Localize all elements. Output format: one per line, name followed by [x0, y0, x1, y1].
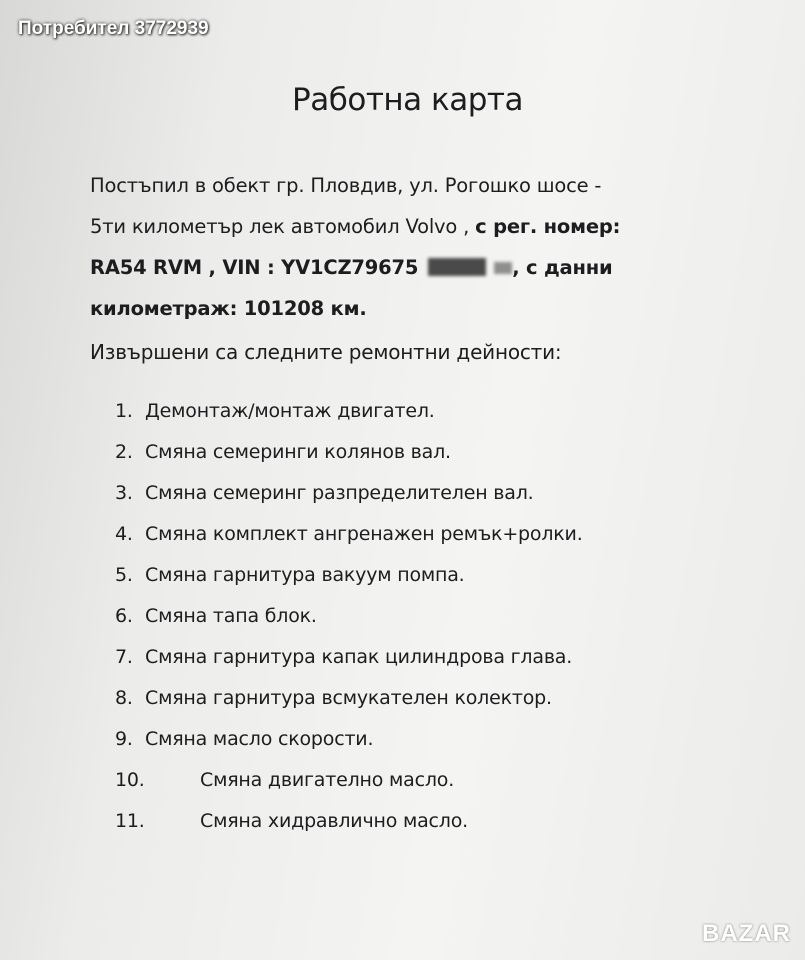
- list-item-text: Смяна гарнитура всмукателен колектор.: [145, 687, 552, 709]
- list-item: [115, 605, 583, 646]
- intro-line-1: Постъпил в обект гр. Пловдив, ул. Рогошко шосе -: [90, 174, 602, 197]
- list-item-text: Смяна гарнитура капак цилиндрова глава.: [145, 646, 573, 668]
- list-item: [115, 482, 583, 523]
- list-item: [115, 400, 583, 441]
- list-item-text: Смяна гарнитура вакуум помпа.: [145, 564, 465, 586]
- list-item: [115, 564, 583, 605]
- list-item: [115, 728, 583, 769]
- redaction-block-small: [494, 262, 512, 274]
- document-title: Работна карта: [292, 82, 523, 118]
- list-item-number: 11.: [115, 810, 145, 832]
- list-item-number: 4.: [115, 523, 133, 545]
- list-item: [115, 769, 583, 810]
- list-item: [115, 810, 583, 851]
- list-item-text: Смяна тапа блок.: [145, 605, 317, 627]
- tasks-heading: Извършени са следните ремонтни дейности:: [90, 340, 562, 364]
- intro-paragraph: [90, 165, 780, 329]
- list-item-text: Смяна масло скорости.: [145, 728, 374, 750]
- list-item-number: 1.: [115, 400, 133, 422]
- list-item-text: Смяна двигателно масло.: [200, 769, 455, 791]
- list-item-number: 7.: [115, 646, 133, 668]
- bazar-logo: BAZAR: [702, 920, 791, 947]
- tasks-list: [115, 400, 583, 851]
- list-item-number: 3.: [115, 482, 133, 504]
- list-item: [115, 646, 583, 687]
- list-item-text: Смяна хидравлично масло.: [200, 810, 469, 832]
- list-item-text: Смяна семеринг разпределителен вал.: [145, 482, 534, 504]
- intro-line-2: [90, 206, 780, 247]
- list-item-number: 8.: [115, 687, 133, 709]
- intro-line-3-bold: RA54 RVM , VIN : YV1CZ79675: [90, 256, 419, 279]
- intro-line-3-tail: , с данни: [512, 256, 613, 279]
- redaction-block: [428, 258, 486, 276]
- intro-line-2-text: 5ти километър лек автомобил Volvo ,: [90, 215, 476, 238]
- list-item-number: 10.: [115, 769, 145, 791]
- intro-line-3: [90, 247, 780, 288]
- list-item-number: 2.: [115, 441, 133, 463]
- list-item-number: 5.: [115, 564, 133, 586]
- list-item: [115, 441, 583, 482]
- list-item-text: Смяна комплект ангренажен ремък+ролки.: [145, 523, 583, 545]
- user-watermark: Потребител 3772939: [18, 18, 209, 39]
- intro-line-4: [90, 288, 780, 329]
- list-item: [115, 687, 583, 728]
- list-item-text: Смяна семеринги колянов вал.: [145, 441, 451, 463]
- intro-line-4-bold: километраж: 101208 км.: [90, 297, 367, 320]
- list-item-number: 6.: [115, 605, 133, 627]
- intro-line-2-bold: с рег. номер:: [475, 215, 621, 238]
- list-item-text: Демонтаж/монтаж двигател.: [145, 400, 435, 422]
- list-item: [115, 523, 583, 564]
- list-item-number: 9.: [115, 728, 133, 750]
